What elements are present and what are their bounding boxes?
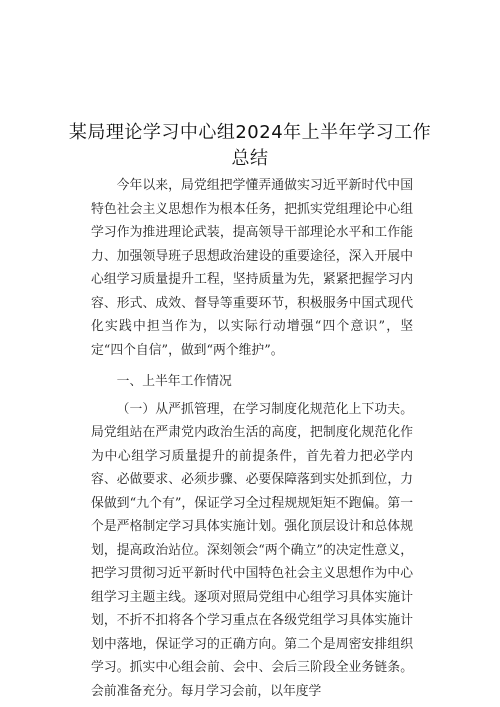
- section-heading: 一、上半年工作情况: [116, 374, 232, 389]
- document-title: 某局理论学习中心组2024年上半年学习工作总结: [68, 122, 432, 169]
- document-body: [91, 174, 413, 703]
- intro-paragraph: 今年以来，局党组把学懂弄通做实习近平新时代中国特色社会主义思想作为根本任务，把抓实党组理论中心组学习作为推进理论武装，提高领导干部理论水平和工作能力、加强领导班子思想政治建设的重要途径，深入开展中心组学习质量提升工程，坚持质量为先，紧紧把握学习内容、形式、成效、督导等重要环节，积极服务中国式现代化实践中担当作为，以实际行动增强“四个意识”，坚定“四个自信”，做到“两个维护”。: [91, 178, 413, 358]
- section-paragraph: （一）从严抓管理，在学习制度化规范化上下功夫。局党组站在严肃党内政治生活的高度，把制度化规范化作为中心组学习质量提升的前提条件，首先着力把必学内容、必做要求、必须步骤、必要保障落到实处抓到位，力保做到“九个有”，保证学习全过程规规矩矩不跑偏。第一个是严格制定学习具体实施计划。强化顶层设计和总体规划，提高政治站位。深刻领会“两个确立”的决定性意义，把学习贯彻习近平新时代中国特色社会主义思想作为中心组学习主题主线。逐项对照局党组中心组学习具体实施计划，不折不扣将各个学习重点在各级党组学习具体实施计划中落地，保证学习的正确方向。第二个是周密安排组织学习。抓实中心组会前、会中、会后三阶段全业务链条。会前准备充分。每月学习会前，以年度学: [91, 401, 413, 699]
